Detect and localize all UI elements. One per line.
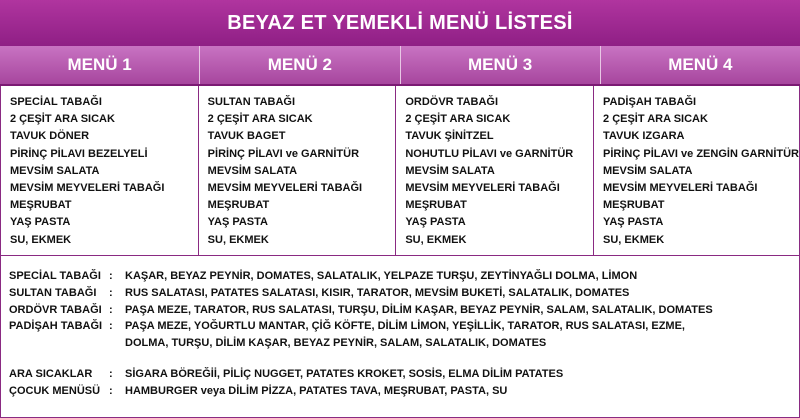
menu-item: YAŞ PASTA — [207, 216, 268, 229]
menu-item: 2 ÇEŞİT ARA SICAK — [10, 113, 115, 126]
menu-item: SULTAN TABAĞI — [207, 96, 296, 108]
menu-item: YAŞ PASTA — [10, 216, 71, 229]
menu-4-column — [594, 86, 799, 255]
menu-item: MEVSİM MEYVELERİ TABAĞI — [405, 182, 560, 195]
detail-label: SULTAN TABAĞI — [9, 286, 97, 299]
menu-item: SU, EKMEK — [10, 233, 72, 246]
menu-item: TAVUK IZGARA — [603, 130, 685, 143]
detail-row — [9, 285, 799, 302]
page-title: BEYAZ ET YEMEKLİ MENÜ LİSTESİ — [0, 0, 800, 46]
detail-separator: : — [109, 320, 113, 333]
extra-row — [9, 383, 799, 400]
menu-item: 2 ÇEŞİT ARA SICAK — [207, 113, 313, 126]
section-gap — [9, 352, 799, 366]
extra-value: HAMBURGER veya DİLİM PİZZA, PATATES TAVA, MEŞRUBAT, PASTA, SU — [125, 384, 508, 397]
menu-item: SU, EKMEK — [405, 233, 467, 246]
menu-item: MEVSİM SALATA — [603, 164, 693, 177]
menu-item: SU, EKMEK — [207, 233, 269, 246]
menu-item: TAVUK DÖNER — [10, 130, 90, 143]
menu-3-column — [396, 86, 594, 255]
detail-separator: : — [109, 270, 113, 282]
menu-item: PADİŞAH TABAĞI — [603, 96, 697, 108]
detail-row — [9, 318, 799, 335]
menu-item: PİRİNÇ PİLAVI BEZELYELİ — [10, 147, 148, 160]
menu-2-header: MENÜ 2 — [200, 46, 400, 84]
menu-1-column — [1, 86, 199, 255]
menu-grid — [0, 86, 800, 256]
menu-item: MEVSİM SALATA — [10, 164, 100, 177]
detail-label: SPECİAL TABAĞI — [9, 270, 101, 282]
menu-item: SU, EKMEK — [603, 233, 665, 246]
menu-item: ORDÖVR TABAĞI — [405, 96, 499, 108]
menu-item: MEŞRUBAT — [10, 199, 72, 212]
menu-1-header: MENÜ 1 — [0, 46, 200, 84]
menu-item: MEŞRUBAT — [405, 199, 467, 212]
extra-separator: : — [109, 384, 113, 397]
detail-label: PADİŞAH TABAĞI — [9, 320, 103, 333]
detail-value: PAŞA MEZE, TARATOR, RUS SALATASI, TURŞU, DİLİM KAŞAR, BEYAZ PEYNİR, SALAM, SALATALIK, DOMATES — [125, 303, 713, 316]
menu-item: 2 ÇEŞİT ARA SICAK — [405, 113, 511, 126]
extra-row — [9, 366, 799, 383]
menu-item: 2 ÇEŞİT ARA SICAK — [603, 113, 708, 126]
menu-header-row — [0, 46, 800, 86]
detail-value: PAŞA MEZE, YOĞURTLU MANTAR, ÇİĞ KÖFTE, DİLİM LİMON, YEŞİLLİK, TARATOR, RUS SALATASI, EZME, — [125, 320, 685, 333]
extra-label: ARA SICAKLAR — [9, 367, 93, 380]
extra-value: SİGARA BÖREĞİİ, PİLİÇ NUGGET, PATATES KROKET, SOSİS, ELMA DİLİM PATATES — [125, 367, 564, 380]
menu-item: MEVSİM MEYVELERİ TABAĞI — [10, 182, 165, 195]
detail-label — [9, 335, 109, 352]
menu-2-column — [199, 86, 397, 255]
menu-4-header: MENÜ 4 — [668, 55, 733, 74]
detail-label: ORDÖVR TABAĞI — [9, 303, 102, 316]
detail-row — [9, 268, 799, 285]
menu-item: PİRİNÇ PİLAVI ve GARNİTÜR — [207, 147, 360, 160]
menu-item: TAVUK BAGET — [207, 130, 286, 143]
menu-item: PİRİNÇ PİLAVI ve ZENGİN GARNİTÜR — [603, 147, 799, 160]
menu-item: YAŞ PASTA — [603, 216, 664, 229]
detail-row — [9, 335, 799, 352]
menu-item: MEŞRUBAT — [603, 199, 665, 212]
menu-item: MEVSİM MEYVELERİ TABAĞI — [603, 182, 758, 195]
detail-value: DOLMA, TURŞU, DİLİM KAŞAR, BEYAZ PEYNİR, SALAM, SALATALIK, DOMATES — [125, 337, 547, 350]
detail-separator: : — [109, 286, 113, 299]
detail-separator: : — [109, 303, 113, 316]
detail-value: RUS SALATASI, PATATES SALATASI, KISIR, TARATOR, MEVSİM BUKETİ, SALATALIK, DOMATES — [125, 286, 630, 299]
menu-item: YAŞ PASTA — [405, 216, 466, 229]
menu-item: NOHUTLU PİLAVI ve GARNİTÜR — [405, 147, 574, 160]
extra-label: ÇOCUK MENÜSÜ — [9, 384, 101, 397]
detail-separator — [109, 335, 125, 352]
plate-details — [0, 256, 800, 418]
detail-row — [9, 302, 799, 319]
extra-separator: : — [109, 367, 113, 380]
menu-item: MEŞRUBAT — [207, 199, 270, 212]
menu-item: SPECİAL TABAĞI — [10, 96, 102, 108]
detail-value: KAŞAR, BEYAZ PEYNİR, DOMATES, SALATALIK, YELPAZE TURŞU, ZEYTİNYAĞLI DOLMA, LİMON — [125, 270, 638, 282]
menu-item: MEVSİM MEYVELERİ TABAĞI — [207, 182, 363, 195]
menu-3-header: MENÜ 3 — [401, 46, 601, 84]
menu-item: MEVSİM SALATA — [405, 164, 495, 177]
menu-item: TAVUK ŞİNİTZEL — [405, 130, 494, 143]
menu-item: MEVSİM SALATA — [207, 164, 298, 177]
